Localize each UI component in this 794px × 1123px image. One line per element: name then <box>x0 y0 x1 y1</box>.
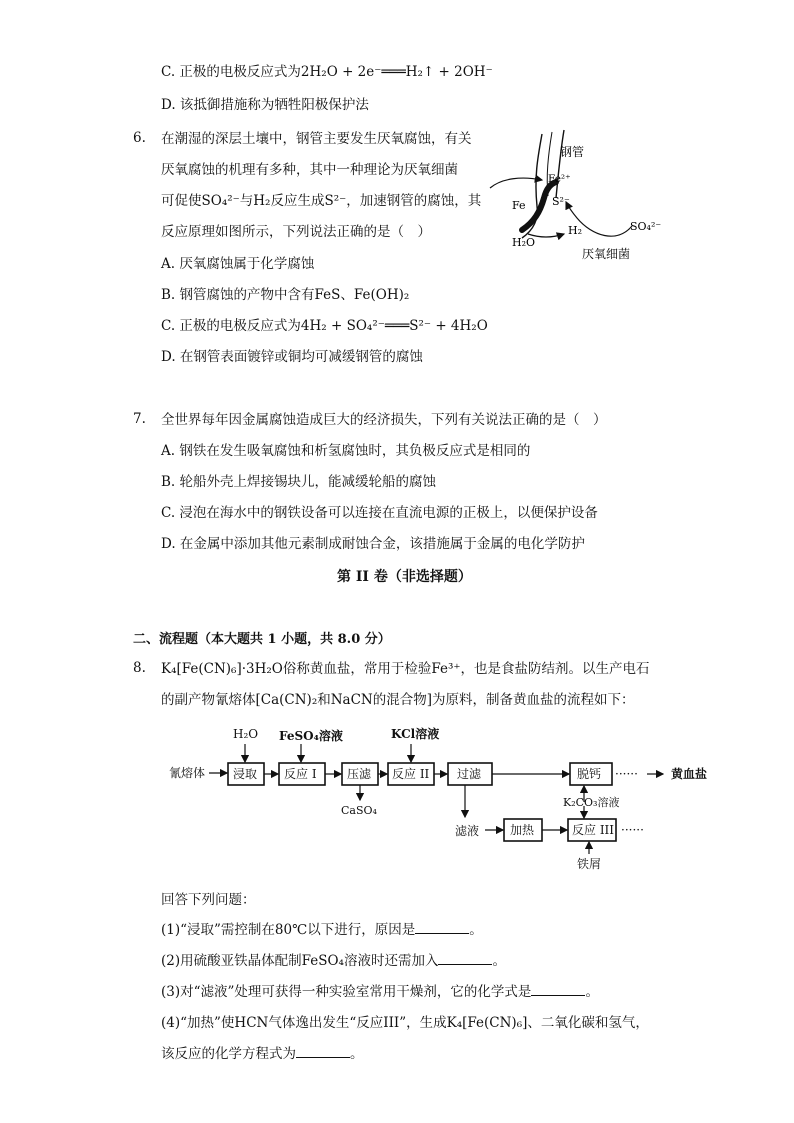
flow-label-k2co3: K₂CO₃溶液 <box>563 796 620 809</box>
q6-stem-line-2: 厌氧腐蚀的机理有多种，其中一种理论为厌氧细菌 <box>161 162 458 178</box>
q6-stem-line-3: 可促使SO₄²⁻与H₂反应生成S²⁻，加速钢管的腐蚀，其 <box>161 193 482 209</box>
q8-stem-line-1: K₄[Fe(CN)₆]·3H₂O俗称黄血盐，常用于检验Fe³⁺，也是食盐防结剂。以生产电石 <box>161 661 650 677</box>
q7-option-d: D. 在金属中添加其他元素制成耐蚀合金，该措施属于金属的电化学防护 <box>161 536 585 552</box>
q8-part3 <box>161 983 599 1001</box>
q8-part2 <box>161 952 506 970</box>
section2-heading: 二、流程题（本大题共 1 小题，共 8.0 分） <box>133 632 391 647</box>
label-bacteria: 厌氧细菌 <box>582 247 631 261</box>
q8-part2-end: 。 <box>492 953 506 969</box>
process-flow-diagram <box>165 722 735 872</box>
q7-option-c: C. 浸泡在海水中的钢铁设备可以连接在直流电源的正极上，以便保护设备 <box>161 505 598 521</box>
q6-option-c: C. 正极的电极反应式为4H₂ + SO₄²⁻═══S²⁻ + 4H₂O <box>161 318 488 334</box>
q6-number: 6. <box>133 130 146 146</box>
flow-dots-2: ······ <box>621 823 644 837</box>
q6-stem-line-4: 反应原理如图所示，下列说法正确的是（ ） <box>161 224 431 240</box>
steel-band <box>522 182 556 230</box>
flow-step-press: 压滤 <box>347 767 372 781</box>
q6-stem-line-1: 在潮湿的深层土壤中，钢管主要发生厌氧腐蚀，有关 <box>161 131 472 147</box>
q6-option-b: B. 钢管腐蚀的产物中含有FeS、Fe(OH)₂ <box>161 287 410 303</box>
q7-number: 7. <box>133 411 146 427</box>
flow-step-decalcify: 脱钙 <box>577 767 602 781</box>
q7-stem: 全世界每年因金属腐蚀造成巨大的经济损失，下列有关说法正确的是（ ） <box>161 412 607 428</box>
q7-option-a: A. 钢铁在发生吸氧腐蚀和析氢腐蚀时，其负极反应式是相同的 <box>161 443 531 459</box>
answer-blank-4[interactable] <box>296 1045 350 1058</box>
q8-part4-end: 。 <box>350 1046 364 1062</box>
label-fe: Fe <box>512 199 526 212</box>
flow-label-feso4: FeSO₄溶液 <box>279 729 343 743</box>
label-h2o: H₂O <box>512 236 536 249</box>
label-s2: S²⁻ <box>552 195 570 208</box>
answer-blank-3[interactable] <box>531 983 585 996</box>
flow-step-reaction2: 反应 II <box>392 767 430 781</box>
flow-step-filter: 过滤 <box>457 767 482 781</box>
q8-part4-line-2 <box>161 1045 364 1063</box>
flow-input: 氰熔体 <box>169 766 206 780</box>
flow-label-h2o: H₂O <box>233 727 259 741</box>
flow-label-caso4: CaSO₄ <box>341 804 377 817</box>
q8-part1-text: (1)“浸取”需控制在80℃以下进行，原因是 <box>161 922 416 938</box>
q8-part1 <box>161 921 483 939</box>
q8-stem-line-2: 的副产物氰熔体[Ca(CN)₂和NaCN的混合物]为原料，制备黄血盐的流程如下： <box>161 692 635 708</box>
flow-output: 黄血盐 <box>671 767 708 781</box>
q8-answer-intro: 回答下列问题： <box>161 892 256 908</box>
q8-part2-text: (2)用硫酸亚铁晶体配制FeSO₄溶液时还需加入 <box>161 953 439 969</box>
flow-label-iron: 铁屑 <box>577 857 602 871</box>
fe2-arrow <box>490 178 542 188</box>
corrosion-diagram <box>482 126 662 266</box>
label-pipe: 钢管 <box>560 145 585 159</box>
answer-blank-2[interactable] <box>438 952 492 965</box>
q7-option-b: B. 轮船外壳上焊接锡块儿，能减缓轮船的腐蚀 <box>161 474 437 490</box>
q6-option-a: A. 厌氧腐蚀属于化学腐蚀 <box>161 256 315 272</box>
flow-step-reaction3: 反应 III <box>572 823 615 837</box>
q6-option-d: D. 在钢管表面镀锌或铜均可减缓钢管的腐蚀 <box>161 349 423 365</box>
q8-part3-end: 。 <box>585 984 599 1000</box>
label-fe2: Fe²⁺ <box>548 173 571 185</box>
q8-part3-text: (3)对“滤液”处理可获得一种实验室常用干燥剂，它的化学式是 <box>161 984 532 1000</box>
label-h2: H₂ <box>568 224 583 237</box>
answer-blank-1[interactable] <box>415 921 469 934</box>
label-so4: SO₄²⁻ <box>630 220 662 233</box>
flow-step-heat: 加热 <box>510 823 535 837</box>
flow-step-reaction1: 反应 I <box>284 767 317 781</box>
flow-dots-1: ······ <box>615 767 638 781</box>
q8-part1-end: 。 <box>469 922 483 938</box>
q8-part4-text: 该反应的化学方程式为 <box>161 1046 296 1062</box>
q5-option-d: D. 该抵御措施称为牺牲阳极保护法 <box>161 97 369 113</box>
part2-title: 第 II 卷（非选择题） <box>337 569 472 585</box>
q8-number: 8. <box>133 660 146 676</box>
flow-step-leach: 浸取 <box>233 767 258 781</box>
flow-label-kcl: KCl溶液 <box>391 727 440 741</box>
q5-option-c: C. 正极的电极反应式为2H₂O + 2e⁻═══H₂↑ + 2OH⁻ <box>161 64 493 80</box>
pipe-wall-right <box>556 130 564 198</box>
q8-part4-line-1: (4)“加热”使HCN气体逸出发生“反应III”，生成K₄[Fe(CN)₆]、二氧化碳和氢气， <box>161 1015 649 1031</box>
flow-label-filtrate: 滤液 <box>455 824 480 838</box>
